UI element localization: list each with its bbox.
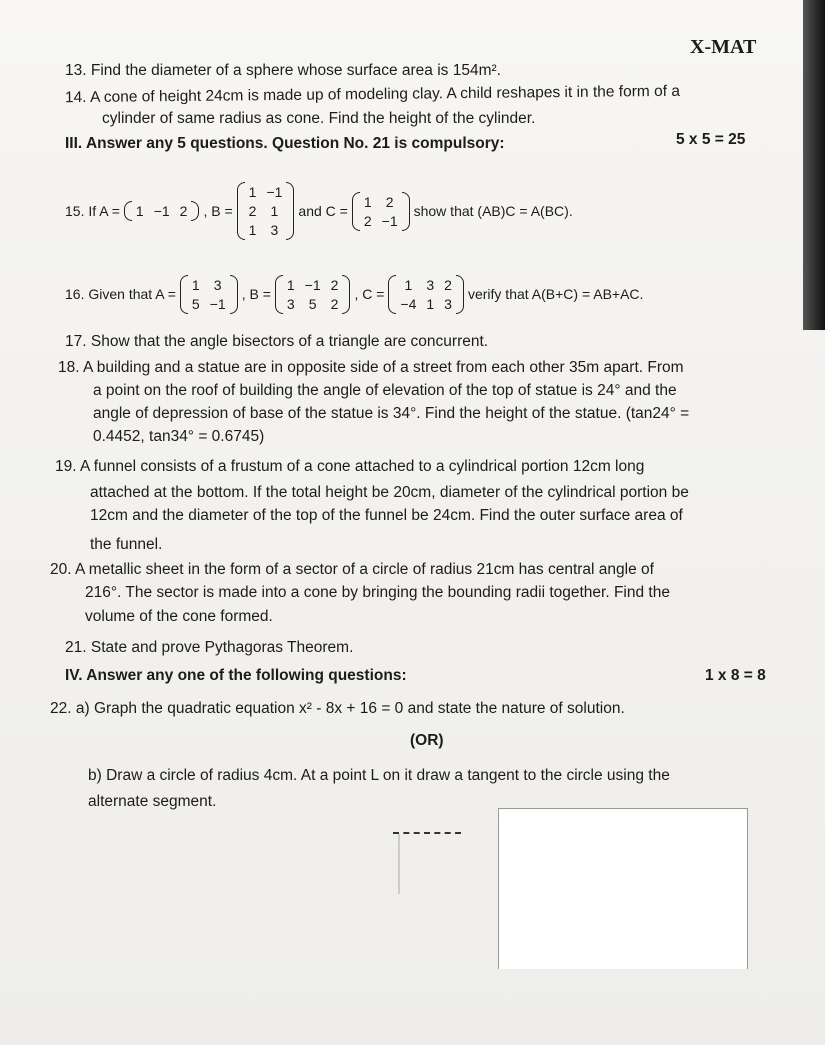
q-text: the funnel.	[90, 536, 163, 553]
q-text: , B =	[203, 203, 233, 219]
matrix-entry: 3	[213, 276, 222, 293]
matrix-c	[352, 192, 410, 231]
matrix-entry: 2	[444, 276, 452, 293]
dark-edge	[803, 0, 825, 330]
left-paren	[180, 275, 188, 314]
matrix-entry: 3	[286, 295, 295, 312]
q-text: a) Graph the quadratic equation x² - 8x + 16 = 0 and state the nature of solution.	[75, 700, 625, 717]
q-line	[85, 608, 273, 626]
left-paren	[275, 275, 283, 314]
q-text: A funnel consists of a frustum of a cone attached to a cylindrical portion 12cm long	[80, 458, 645, 475]
question-16	[65, 268, 643, 320]
q-line	[93, 428, 264, 446]
matrix-entry: 5	[191, 295, 200, 312]
question-17	[65, 333, 488, 351]
matrix-grid	[188, 275, 230, 314]
q-line	[93, 382, 677, 400]
q-text: attached at the bottom. If the total height be 20cm, diameter of the cylindrical portion be	[90, 484, 689, 501]
matrix-c	[388, 275, 464, 314]
q-line	[58, 359, 684, 377]
right-paren	[230, 275, 238, 314]
q-text: verify that A(B+C) = AB+AC.	[467, 286, 644, 302]
q-line	[90, 484, 689, 502]
matrix-entry: −1	[266, 184, 283, 200]
question-22b: b) Draw a circle of radius 4cm. At a point L on it draw a tangent to the circle using the	[88, 767, 670, 784]
matrix-a	[180, 275, 238, 314]
matrix-entry: −1	[209, 295, 226, 312]
q-text: Find the diameter of a sphere whose surface area is 154m².	[90, 62, 501, 79]
q-text: 216°. The sector is made into a cone by bringing the bounding radii together. Find the	[85, 584, 670, 601]
section-4-marks: 1 x 8 = 8	[705, 667, 766, 684]
q-text: A building and a statue are in opposite side of a street from each other 35m apart. From	[83, 359, 684, 376]
matrix-grid	[283, 275, 343, 314]
section-3-marks: 5 x 5 = 25	[676, 131, 746, 148]
matrix-entry: 3	[270, 222, 279, 238]
right-paren	[456, 275, 464, 314]
q-number: 19.	[55, 458, 77, 475]
q-text: State and prove Pythagoras Theorem.	[90, 639, 354, 656]
question-14	[65, 83, 680, 107]
q-text: angle of depression of base of the statue is 34°. Find the height of the statue. (tan24° =	[93, 405, 690, 422]
q-number: 16.	[65, 286, 85, 302]
matrix-entry: 1	[363, 193, 372, 210]
q-text: 0.4452, tan34° = 0.6745)	[93, 428, 265, 445]
matrix-entry: 1	[426, 295, 435, 312]
q-line	[90, 507, 683, 525]
q-text: show that (AB)C = A(BC).	[413, 203, 573, 219]
matrix-entry: −1	[381, 212, 398, 229]
matrix-entry: 2	[330, 295, 339, 312]
subject-title: X-MAT	[690, 36, 757, 58]
q-text: a point on the roof of building the angle of elevation of the top of statue is 24° and the	[93, 382, 677, 399]
section-4-title: IV. Answer any one of the following questions:	[65, 667, 407, 684]
matrix-entry: 5	[308, 295, 317, 312]
matrix-entry: 2	[248, 203, 257, 219]
matrix-entry: 2	[385, 193, 394, 210]
matrix-entry: 1	[248, 222, 257, 238]
matrix-entry: 1	[135, 203, 144, 219]
matrix-entry: −1	[153, 203, 170, 219]
right-paren	[342, 275, 350, 314]
or-label: (OR)	[410, 732, 444, 749]
matrix-grid	[396, 275, 456, 314]
q-line	[93, 405, 689, 423]
q-text: A cone of height 24cm is made up of modeling clay. A child reshapes it in the form of a	[89, 82, 681, 106]
q-line	[90, 536, 162, 554]
pencil-mark	[393, 832, 461, 834]
matrix-entry: 1	[248, 184, 257, 200]
q-number: 15.	[65, 203, 85, 219]
left-paren	[352, 192, 360, 231]
matrix-grid	[132, 201, 192, 221]
q-number: 14.	[64, 88, 87, 107]
right-paren	[286, 182, 294, 240]
matrix-b	[237, 182, 295, 240]
q-number: 13.	[65, 62, 87, 79]
matrix-entry: 1	[286, 276, 295, 293]
matrix-entry: 2	[363, 212, 372, 229]
question-22a	[50, 700, 625, 718]
left-paren	[124, 201, 132, 221]
matrix-entry: 1	[191, 276, 200, 293]
question-13	[65, 62, 501, 80]
q-line	[85, 584, 670, 602]
matrix-entry: 1	[404, 276, 413, 293]
q-number: 18.	[58, 359, 80, 376]
matrix-b	[275, 275, 351, 314]
matrix-entry: 1	[270, 203, 279, 219]
matrix-entry: 3	[444, 295, 452, 312]
left-paren	[237, 182, 245, 240]
q-number: 17.	[65, 333, 87, 350]
q-number: 22.	[50, 700, 72, 717]
q-line	[50, 561, 654, 579]
right-paren	[191, 201, 199, 221]
question-15	[65, 172, 573, 250]
matrix-entry: 2	[179, 203, 188, 219]
matrix-entry: −1	[304, 276, 321, 293]
q-text: A metallic sheet in the form of a sector of a circle of radius 21cm has central angle of	[75, 561, 654, 578]
question-14-cont: cylinder of same radius as cone. Find the height of the cylinder.	[102, 110, 536, 127]
question-22b-cont: alternate segment.	[88, 793, 217, 810]
q-number: 21.	[65, 639, 87, 656]
q-text: , B =	[241, 286, 271, 302]
q-number: 20.	[50, 561, 72, 578]
q-line	[55, 458, 644, 476]
pencil-line	[398, 834, 400, 894]
q-text: If A =	[88, 203, 120, 219]
question-21	[65, 639, 353, 657]
matrix-entry: 3	[426, 276, 435, 293]
matrix-grid	[360, 192, 402, 231]
q-text: , C =	[354, 286, 385, 302]
matrix-entry: −4	[400, 295, 417, 312]
section-3-title: III. Answer any 5 questions. Question No. 21 is compulsory:	[65, 135, 505, 152]
left-paren	[388, 275, 396, 314]
matrix-grid	[245, 182, 287, 240]
matrix-entry: 2	[330, 276, 339, 293]
q-text: volume of the cone formed.	[85, 608, 273, 625]
q-text: Show that the angle bisectors of a triangle are concurrent.	[90, 333, 489, 350]
blank-box	[498, 808, 748, 969]
q-text: and C =	[298, 203, 348, 219]
right-paren	[402, 192, 410, 231]
matrix-a	[124, 201, 200, 221]
q-text: 12cm and the diameter of the top of the funnel be 24cm. Find the outer surface area of	[90, 507, 683, 524]
q-text: Given that A =	[88, 286, 176, 302]
